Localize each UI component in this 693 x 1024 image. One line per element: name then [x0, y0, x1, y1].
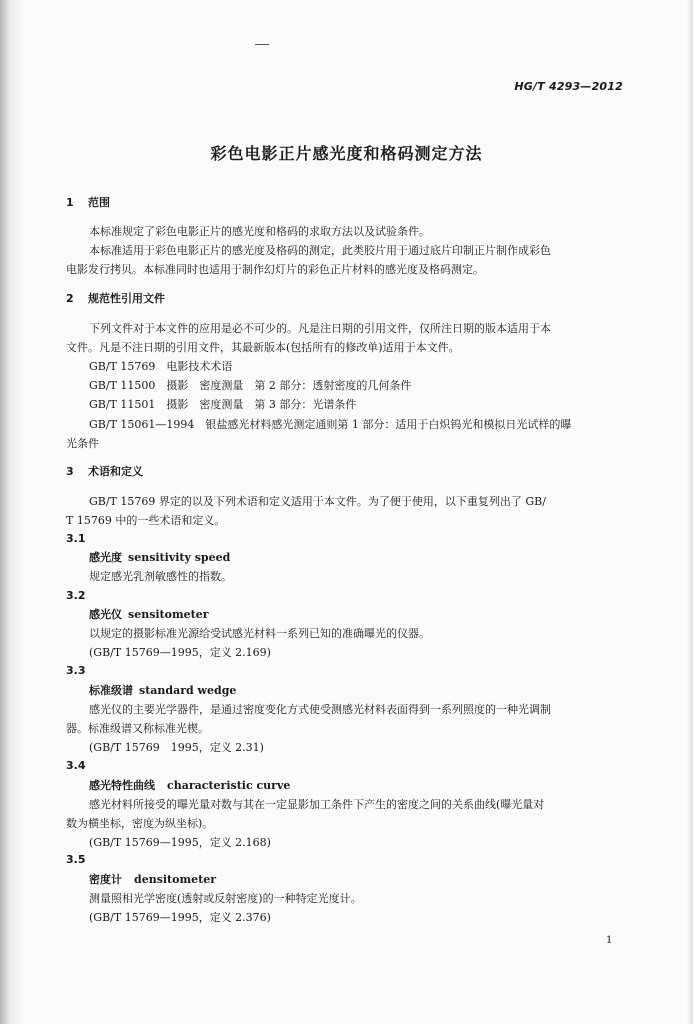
reference-item: GB/T 15769 电影技术术语: [89, 360, 233, 373]
section-number: 3: [66, 465, 74, 478]
term-english: sensitometer: [128, 608, 209, 621]
term-number: 3.2: [66, 589, 86, 602]
term-chinese: 标准级谱: [89, 684, 133, 697]
section-title: 范围: [88, 196, 110, 209]
term-chinese: 密度计: [89, 873, 122, 886]
term-heading: [89, 779, 290, 793]
section-3-heading: [66, 465, 143, 479]
section-title: 规范性引用文件: [88, 292, 165, 305]
term-chinese: 感光仪: [89, 608, 122, 621]
reference-item: GB/T 11501 摄影 密度测量 第 3 部分：光谱条件: [89, 398, 357, 411]
section-2-heading: [66, 292, 165, 306]
term-definition: 器。标准级谱又称标准光楔。: [66, 722, 209, 735]
term-chinese: 感光度: [89, 551, 122, 564]
term-definition: 规定感光乳剂敏感性的指数。: [89, 570, 232, 583]
paragraph-line: 下列文件对于本文件的应用是必不可少的。凡是注日期的引用文件，仅所注日期的版本适用于本: [89, 322, 551, 335]
term-heading: [89, 684, 236, 698]
term-english: densitometer: [134, 873, 216, 886]
reference-item: GB/T 15061—1994 银盐感光材料感光测定通则第 1 部分：适用于白炽钨光和模拟日光试样的曝: [89, 418, 572, 431]
document-title: 彩色电影正片感光度和格码测定方法: [210, 144, 483, 163]
section-number: 2: [66, 292, 74, 305]
section-number: 1: [66, 196, 74, 209]
section-1-heading: [66, 196, 110, 210]
term-number: 3.5: [66, 853, 86, 866]
paragraph-line: 本标准规定了彩色电影正片的感光度和格码的求取方法以及试验条件。: [89, 225, 430, 238]
term-definition: 以规定的摄影标准光源给受试感光材料一系列已知的准确曝光的仪器。: [89, 627, 430, 640]
term-english: characteristic curve: [167, 779, 291, 792]
term-definition: 数为横坐标，密度为纵坐标)。: [66, 817, 214, 830]
paragraph-line: 本标准适用于彩色电影正片的感光度及格码的测定，此类胶片用于通过底片印制正片制作成彩色: [89, 244, 551, 257]
term-heading: [89, 608, 209, 622]
scan-mark: [255, 44, 269, 45]
term-source: (GB/T 15769—1995，定义 2.376): [89, 911, 271, 924]
term-english: sensitivity speed: [128, 551, 231, 564]
term-definition: 测量照相光学密度(透射或反射密度)的一种特定光度计。: [89, 892, 362, 905]
paragraph-line: 文件。凡是不注日期的引用文件，其最新版本(包括所有的修改单)适用于本文件。: [66, 341, 460, 354]
term-heading: [89, 551, 230, 565]
standard-number: HG/T 4293—2012: [514, 80, 623, 93]
reference-item: GB/T 11500 摄影 密度测量 第 2 部分：透射密度的几何条件: [89, 379, 412, 392]
term-source: (GB/T 15769—1995，定义 2.169): [89, 646, 271, 659]
term-definition: 感光材料所接受的曝光量对数与其在一定显影加工条件下产生的密度之间的关系曲线(曝光量对: [89, 798, 545, 811]
term-definition: 感光仪的主要光学器件，是通过密度变化方式使受测感光材料表面得到一系列照度的一种光调制: [89, 703, 551, 716]
paragraph-line: GB/T 15769 界定的以及下列术语和定义适用于本文件。为了便于使用，以下重复列出了 GB/: [89, 495, 546, 508]
reference-item-continuation: 光条件: [66, 437, 99, 450]
term-source: (GB/T 15769 1995，定义 2.31): [89, 741, 264, 754]
term-heading: [89, 873, 216, 887]
term-number: 3.3: [66, 664, 86, 677]
paragraph-line: 电影发行拷贝。本标准同时也适用于制作幻灯片的彩色正片材料的感光度及格码测定。: [66, 263, 484, 276]
term-source: (GB/T 15769—1995，定义 2.168): [89, 836, 271, 849]
term-number: 3.1: [66, 532, 86, 545]
term-chinese: 感光特性曲线: [89, 779, 155, 792]
term-english: standard wedge: [139, 684, 237, 697]
paragraph-line: T 15769 中的一些术语和定义。: [66, 514, 226, 527]
page-number: 1: [606, 935, 613, 946]
section-title: 术语和定义: [88, 465, 143, 478]
term-number: 3.4: [66, 759, 86, 772]
